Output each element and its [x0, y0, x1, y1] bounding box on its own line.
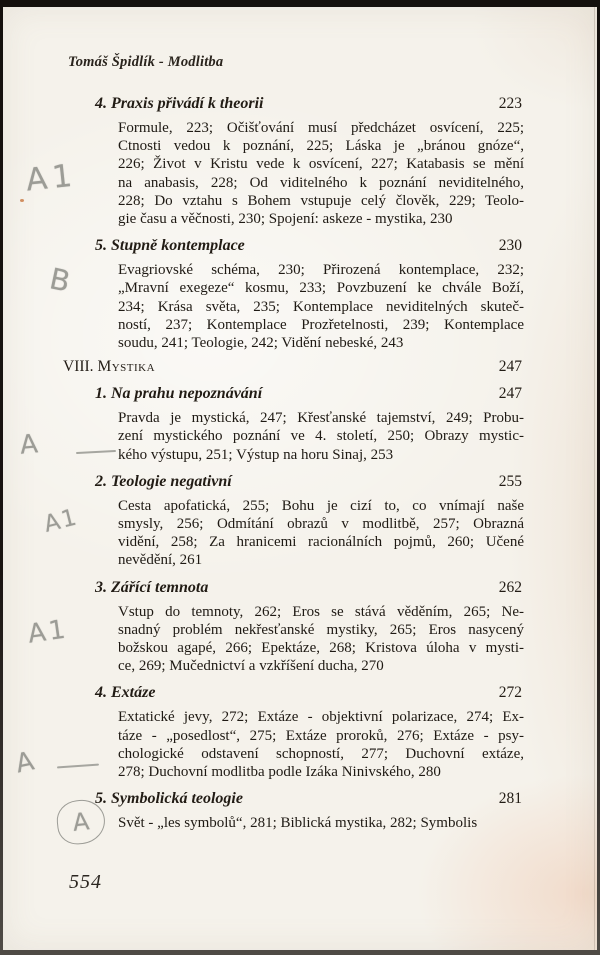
toc-body-line: soudu, 241; Teologie, 242; Vidění nebeské, 243 [118, 335, 404, 352]
toc-body-line: 278; Duchovní modlitba podle Izáka Ninivského, 280 [118, 764, 441, 781]
toc-entry-body [118, 409, 524, 464]
page-edge-line [594, 7, 595, 950]
toc-body-line: Evagriovské schéma, 230; Přirozená kontemplace, 232; [118, 262, 524, 279]
page-number: 554 [69, 871, 102, 893]
toc-body-line: 228; Do vztahu s Bohem vstupuje celý člověk, 229; Teolo- [118, 192, 524, 209]
toc-entry-body [118, 497, 524, 570]
toc-entry-title: 3. Zářící temnota [95, 578, 209, 596]
toc-entry-title: 5. Stupně kontemplace [95, 237, 245, 255]
toc-entry-page-number: 255 [498, 472, 522, 490]
toc-entry-page-number: 262 [498, 578, 522, 596]
toc-entry-body [118, 261, 524, 352]
toc-entry-body [118, 603, 524, 676]
toc-entry-page-number: 223 [498, 95, 522, 112]
toc-entry-title-row [95, 236, 522, 256]
toc-entry-title: 5. Symbolická teologie [95, 790, 243, 808]
margin-annotation-a1: A1 [41, 504, 82, 538]
chapter-numeral: VIII. [63, 358, 94, 376]
toc-body-line: Formule, 223; Očišťování musí předcházet osvícení, 225; [118, 120, 524, 136]
toc-body-line: Vstup do temnoty, 262; Eros se stává věděním, 265; Ne- [118, 603, 524, 620]
chapter-heading-row [63, 358, 522, 376]
toc-entry-title: 4. Praxis přivádí k theorii [95, 95, 264, 112]
toc-body-line: vidění, 258; Za hranicemi racionálních pojmů, 260; Učené [118, 534, 524, 551]
toc-body-line: 226; Život v Kristu vede k osvícení, 227; Katabasis se mění [118, 156, 524, 173]
toc-body-line: božskou agapé, 266; Epektáze, 268; Kristova úloha v mysti- [118, 640, 524, 657]
margin-annotation-a1: A1 [24, 157, 79, 199]
toc-entry-title: 1. Na prahu nepoznávání [95, 385, 263, 403]
toc-body-line: Ctnosti vedou k poznání, 225; Láska je „bránou gnóze“, [118, 138, 524, 155]
ink-speck [20, 199, 24, 202]
toc-entry-body [118, 814, 524, 832]
chapter-heading [63, 358, 155, 376]
toc-body-line: na anabasis, 228; Od viditelného k poznání neviditelného, [118, 174, 524, 191]
circled-a-letter: A [71, 807, 91, 837]
toc-entry-title-row [95, 94, 522, 114]
toc-body-line: chologické odstavení schopností, 277; Duchovní extáze, [118, 745, 524, 762]
toc-body-line: „Mravní exegeze“ kosmu, 233; Povzbuzení ke chvále Boží, [118, 280, 524, 297]
margin-annotation-a: A [18, 429, 40, 461]
margin-annotation-a1: A1 [26, 614, 71, 650]
toc-entry-title-row [95, 789, 522, 809]
toc-body-line: 234; Krása světa, 235; Kontemplace neviditelných skuteč- [118, 298, 524, 315]
toc-body-line: smysly, 256; Odmítání obrazů v modlitbě, 257; Obrazná [118, 516, 524, 533]
toc-entry-page-number: 281 [498, 790, 522, 808]
toc-body-line: táze - „posedlost“, 275; Extáze proroků, 276; Extáze - psy- [118, 727, 524, 744]
running-header: Tomáš Špidlík - Modlitba [68, 54, 224, 70]
toc-entry-title-row [95, 384, 522, 404]
toc-body-line: zení mystického poznání ve 4. století, 250; Obrazy mystic- [118, 428, 524, 445]
toc-entry-page-number: 230 [498, 237, 522, 255]
chapter-title: Mystika [97, 358, 156, 376]
toc-entry-page-number: 247 [498, 385, 522, 403]
margin-annotation-a: A [13, 746, 37, 780]
margin-annotation-b: B [46, 261, 74, 299]
toc-entry-title: 4. Extáze [95, 684, 156, 702]
toc-body-line: kého výstupu, 251; Výstup na horu Sinaj, 253 [118, 446, 394, 463]
toc-entry-page-number: 272 [498, 684, 522, 702]
toc-entry-title-row [95, 683, 522, 703]
chapter-page-number: 247 [498, 358, 522, 376]
toc-body-line: Svět - „les symbolů“, 281; Biblická mystika, 282; Symbolis [118, 815, 478, 832]
toc-body-line: gie času a věčnosti, 230; Spojení: askeze - mystika, 230 [118, 211, 453, 228]
toc-body-line: ností, 237; Kontemplace Prozřetelnosti, 239; Kontemplace [118, 316, 524, 333]
toc-body-line: nevědění, 261 [118, 552, 203, 569]
toc-body-line: Pravda je mystická, 247; Křesťanské tajemství, 249; Probu- [118, 410, 524, 427]
toc-entry-title-row [95, 472, 522, 492]
toc-body-line: Extatické jevy, 272; Extáze - objektivní polarizace, 274; Ex- [118, 709, 524, 726]
toc-entry-title: 2. Teologie negativní [95, 472, 232, 490]
toc-body-line: ce, 269; Mučednictví a vzkříšení ducha, 270 [118, 658, 384, 675]
toc-entry-body [118, 708, 524, 781]
toc-body-line: snadný problém nekřesťanské mystiky, 265; Eros nasycený [118, 621, 524, 638]
toc-entry-body [118, 119, 524, 228]
toc-entry-title-row [95, 578, 522, 598]
toc-body-line: Cesta apofatická, 255; Bohu je cizí to, co vnímají naše [118, 497, 524, 514]
